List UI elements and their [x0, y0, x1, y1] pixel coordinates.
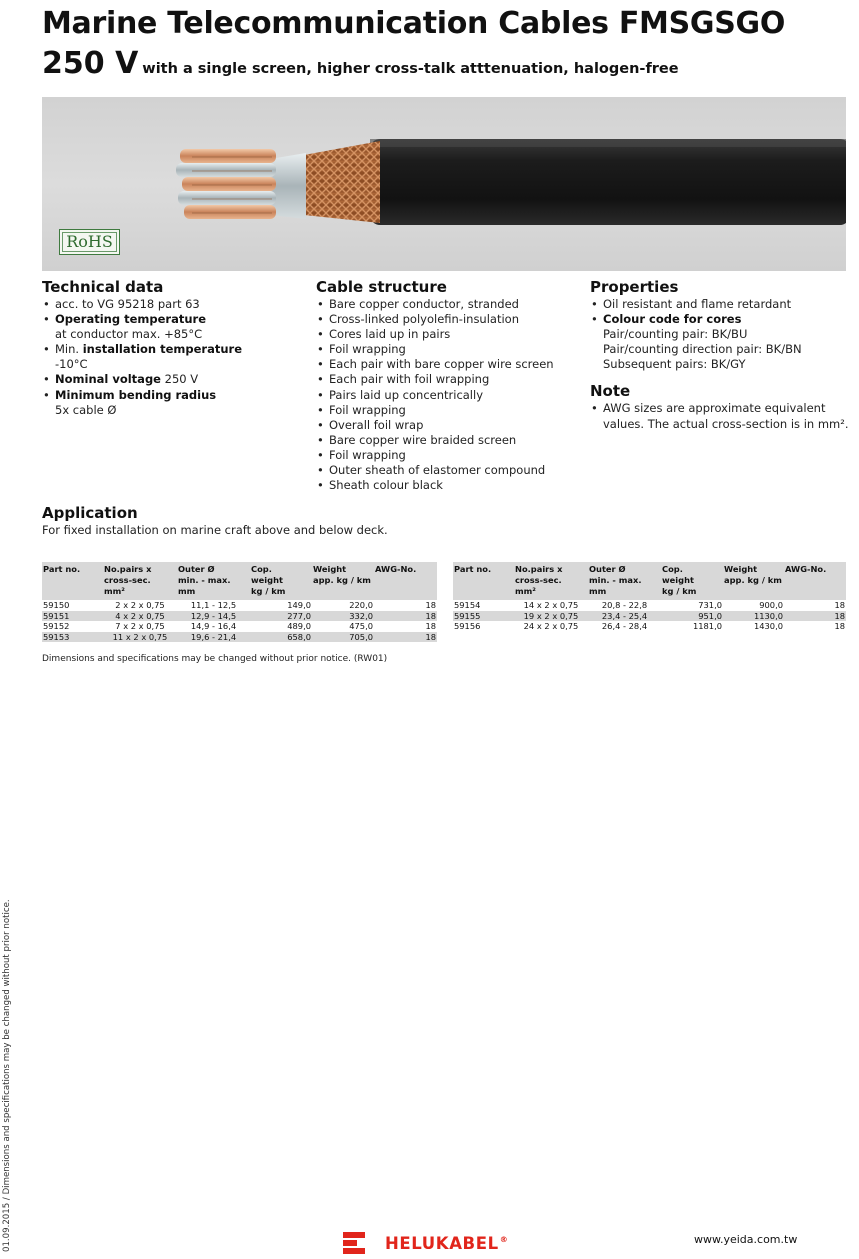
pairs-cell: 7 x 2 x 0,75: [115, 621, 165, 631]
pairs-cell: 19 x 2 x 0,75: [514, 611, 588, 622]
item-sub: Pair/counting direction pair: BK/BN: [603, 342, 802, 357]
table-header-row: [453, 562, 846, 600]
table-row: [453, 621, 846, 632]
technical-data-heading: Technical data: [42, 278, 164, 296]
specs-table-left: [42, 562, 437, 642]
part-no-cell: 59150: [43, 600, 70, 610]
awg-cell: 18: [374, 632, 437, 643]
list-item: • Pairs laid up concentrically: [316, 388, 576, 403]
note-list: [590, 401, 850, 431]
outer-diameter-cell: 23,4 - 25,4: [588, 611, 661, 622]
item-bold: Operating temperature: [55, 312, 206, 327]
cop-weight-cell: 658,0: [250, 632, 312, 643]
properties-heading: Properties: [590, 278, 679, 296]
list-item: [42, 342, 302, 372]
technical-data-list: [42, 297, 302, 418]
list-item: • Oil resistant and flame retardant: [590, 297, 850, 312]
item-bold: Nominal voltage: [55, 372, 161, 387]
list-item: • Each pair with bare copper wire screen: [316, 357, 576, 372]
column-header: No.pairs x cross-sec. mm²: [514, 562, 588, 600]
weight-cell: 1130,0: [723, 611, 784, 622]
specs-table-right: [453, 562, 846, 632]
outer-diameter-cell: 19,6 - 21,4: [177, 632, 250, 643]
technical-data-section: [42, 278, 302, 418]
list-item: • Foil wrapping: [316, 448, 576, 463]
table-row: [453, 611, 846, 622]
outer-diameter-cell: 14,9 - 16,4: [190, 621, 237, 631]
rohs-label: RoHS: [66, 232, 113, 251]
cop-weight-cell: 277,0: [250, 611, 312, 622]
list-item: • Bare copper conductor, stranded: [316, 297, 576, 312]
column-header: Weight app. kg / km: [312, 562, 374, 600]
website-url[interactable]: www.yeida.com.tw: [694, 1233, 798, 1246]
table-row: [453, 600, 846, 611]
table-row: [42, 632, 437, 643]
table-row: [42, 621, 437, 632]
outer-diameter-cell: 11,1 - 12,5: [190, 600, 237, 610]
cable-structure-list: [316, 297, 576, 493]
pairs-cell: 2 x 2 x 0,75: [115, 600, 165, 610]
side-disclaimer: 01.09.2015 / Dimensions and specifications may be changed without prior notice.: [2, 899, 12, 1252]
cop-weight-cell: 731,0: [698, 600, 722, 610]
item-bold: Colour code for cores: [603, 312, 742, 327]
part-no-cell: 59152: [43, 621, 70, 631]
subtitle-text: with a single screen, higher cross-talk atttenuation, halogen-free: [142, 61, 679, 77]
column-header: Outer Ø min. - max. mm: [588, 562, 661, 600]
list-item: • Foil wrapping: [316, 342, 576, 357]
item-sub: Subsequent pairs: BK/GY: [603, 357, 746, 372]
awg-cell: 18: [374, 611, 437, 622]
awg-cell: 18: [784, 611, 846, 622]
cop-weight-cell: 1181,0: [692, 621, 722, 631]
helukabel-logo-icon: [343, 1232, 365, 1254]
item-text: 250 V: [160, 372, 199, 387]
list-item: • Outer sheath of elastomer compound: [316, 463, 576, 478]
weight-cell: 332,0: [312, 611, 374, 622]
disclaimer-text: Dimensions and specifications may be changed without prior notice. (RW01): [42, 654, 388, 664]
cop-weight-cell: 489,0: [287, 621, 311, 631]
list-item: [42, 312, 302, 342]
weight-cell: 705,0: [312, 632, 374, 643]
part-no-cell: 59151: [42, 611, 103, 622]
properties-section: [590, 278, 850, 432]
column-header: No.pairs x cross-sec. mm²: [103, 562, 177, 600]
pairs-cell: 4 x 2 x 0,75: [103, 611, 177, 622]
outer-diameter-cell: 12,9 - 14,5: [177, 611, 250, 622]
outer-diameter-cell: 20,8 - 22,8: [601, 600, 648, 610]
cop-weight-cell: 951,0: [661, 611, 723, 622]
part-no-cell: 59154: [454, 600, 481, 610]
weight-cell: 1430,0: [753, 621, 783, 631]
list-item: [42, 372, 302, 387]
weight-cell: 475,0: [349, 621, 373, 631]
awg-cell: 18: [834, 600, 845, 610]
list-item: • Overall foil wrap: [316, 418, 576, 433]
column-header: Cop. weight kg / km: [250, 562, 312, 600]
list-item: [42, 297, 302, 312]
item-bold: Minimum bending radius: [55, 387, 217, 402]
registered-mark: ®: [499, 1235, 509, 1244]
voltage-rating: 250 V: [42, 46, 139, 81]
item-sub: -10°C: [55, 357, 88, 372]
awg-cell: 18: [425, 621, 436, 631]
column-header: Weight app. kg / km: [723, 562, 784, 600]
item-sub: Pair/counting pair: BK/BU: [603, 327, 748, 342]
item-prefix: Min.: [55, 342, 83, 357]
list-item: • Foil wrapping: [316, 403, 576, 418]
column-header: AWG-No.: [374, 562, 437, 600]
table-row: [42, 600, 437, 611]
weight-cell: 900,0: [759, 600, 783, 610]
list-item: [590, 312, 850, 372]
pairs-cell: 11 x 2 x 0,75: [103, 632, 177, 643]
list-item: [590, 401, 850, 431]
item-text: acc. to VG 95218 part 63: [55, 297, 200, 311]
note-heading: Note: [590, 382, 631, 401]
cable-structure-section: [316, 278, 576, 493]
column-header: Part no.: [42, 562, 103, 600]
page-title: Marine Telecommunication Cables FMSGSGO: [42, 6, 786, 41]
application-heading: Application: [42, 504, 138, 522]
table-header-row: [42, 562, 437, 600]
cable-structure-heading: Cable structure: [316, 278, 447, 296]
awg-cell: 18: [834, 621, 845, 631]
part-no-cell: 59156: [454, 621, 481, 631]
part-no-cell: 59155: [453, 611, 514, 622]
table-row: [42, 611, 437, 622]
cable-photo: [42, 97, 846, 271]
application-text: For fixed installation on marine craft above and below deck.: [42, 523, 388, 537]
rohs-badge: [59, 229, 120, 255]
weight-cell: 220,0: [349, 600, 373, 610]
list-item: • Each pair with foil wrapping: [316, 372, 576, 387]
page-subtitle: [42, 46, 679, 81]
column-header: AWG-No.: [784, 562, 846, 600]
note-line: values. The actual cross-section is in mm².: [603, 416, 849, 431]
properties-list: [590, 297, 850, 372]
outer-diameter-cell: 26,4 - 28,4: [601, 621, 648, 631]
awg-cell: 18: [425, 600, 436, 610]
item-sub: at conductor max. +85°C: [55, 327, 203, 342]
item-sub: 5x cable Ø: [55, 402, 117, 417]
note-line: AWG sizes are approximate equivalent: [603, 401, 826, 416]
brand-name: HELUKABEL®: [385, 1233, 509, 1253]
helukabel-logo: [343, 1232, 508, 1254]
list-item: [42, 388, 302, 418]
list-item: • Cross-linked polyolefin-insulation: [316, 312, 576, 327]
list-item: • Sheath colour black: [316, 478, 576, 493]
pairs-cell: 14 x 2 x 0,75: [523, 600, 579, 610]
item-bold: installation temperature: [82, 342, 243, 357]
cable-illustration: [42, 97, 846, 271]
cop-weight-cell: 149,0: [287, 600, 311, 610]
part-no-cell: 59153: [42, 632, 103, 643]
list-item: • Bare copper wire braided screen: [316, 433, 576, 448]
column-header: Cop. weight kg / km: [661, 562, 723, 600]
column-header: Outer Ø min. - max. mm: [177, 562, 250, 600]
list-item: • Cores laid up in pairs: [316, 327, 576, 342]
column-header: Part no.: [453, 562, 514, 600]
pairs-cell: 24 x 2 x 0,75: [523, 621, 579, 631]
